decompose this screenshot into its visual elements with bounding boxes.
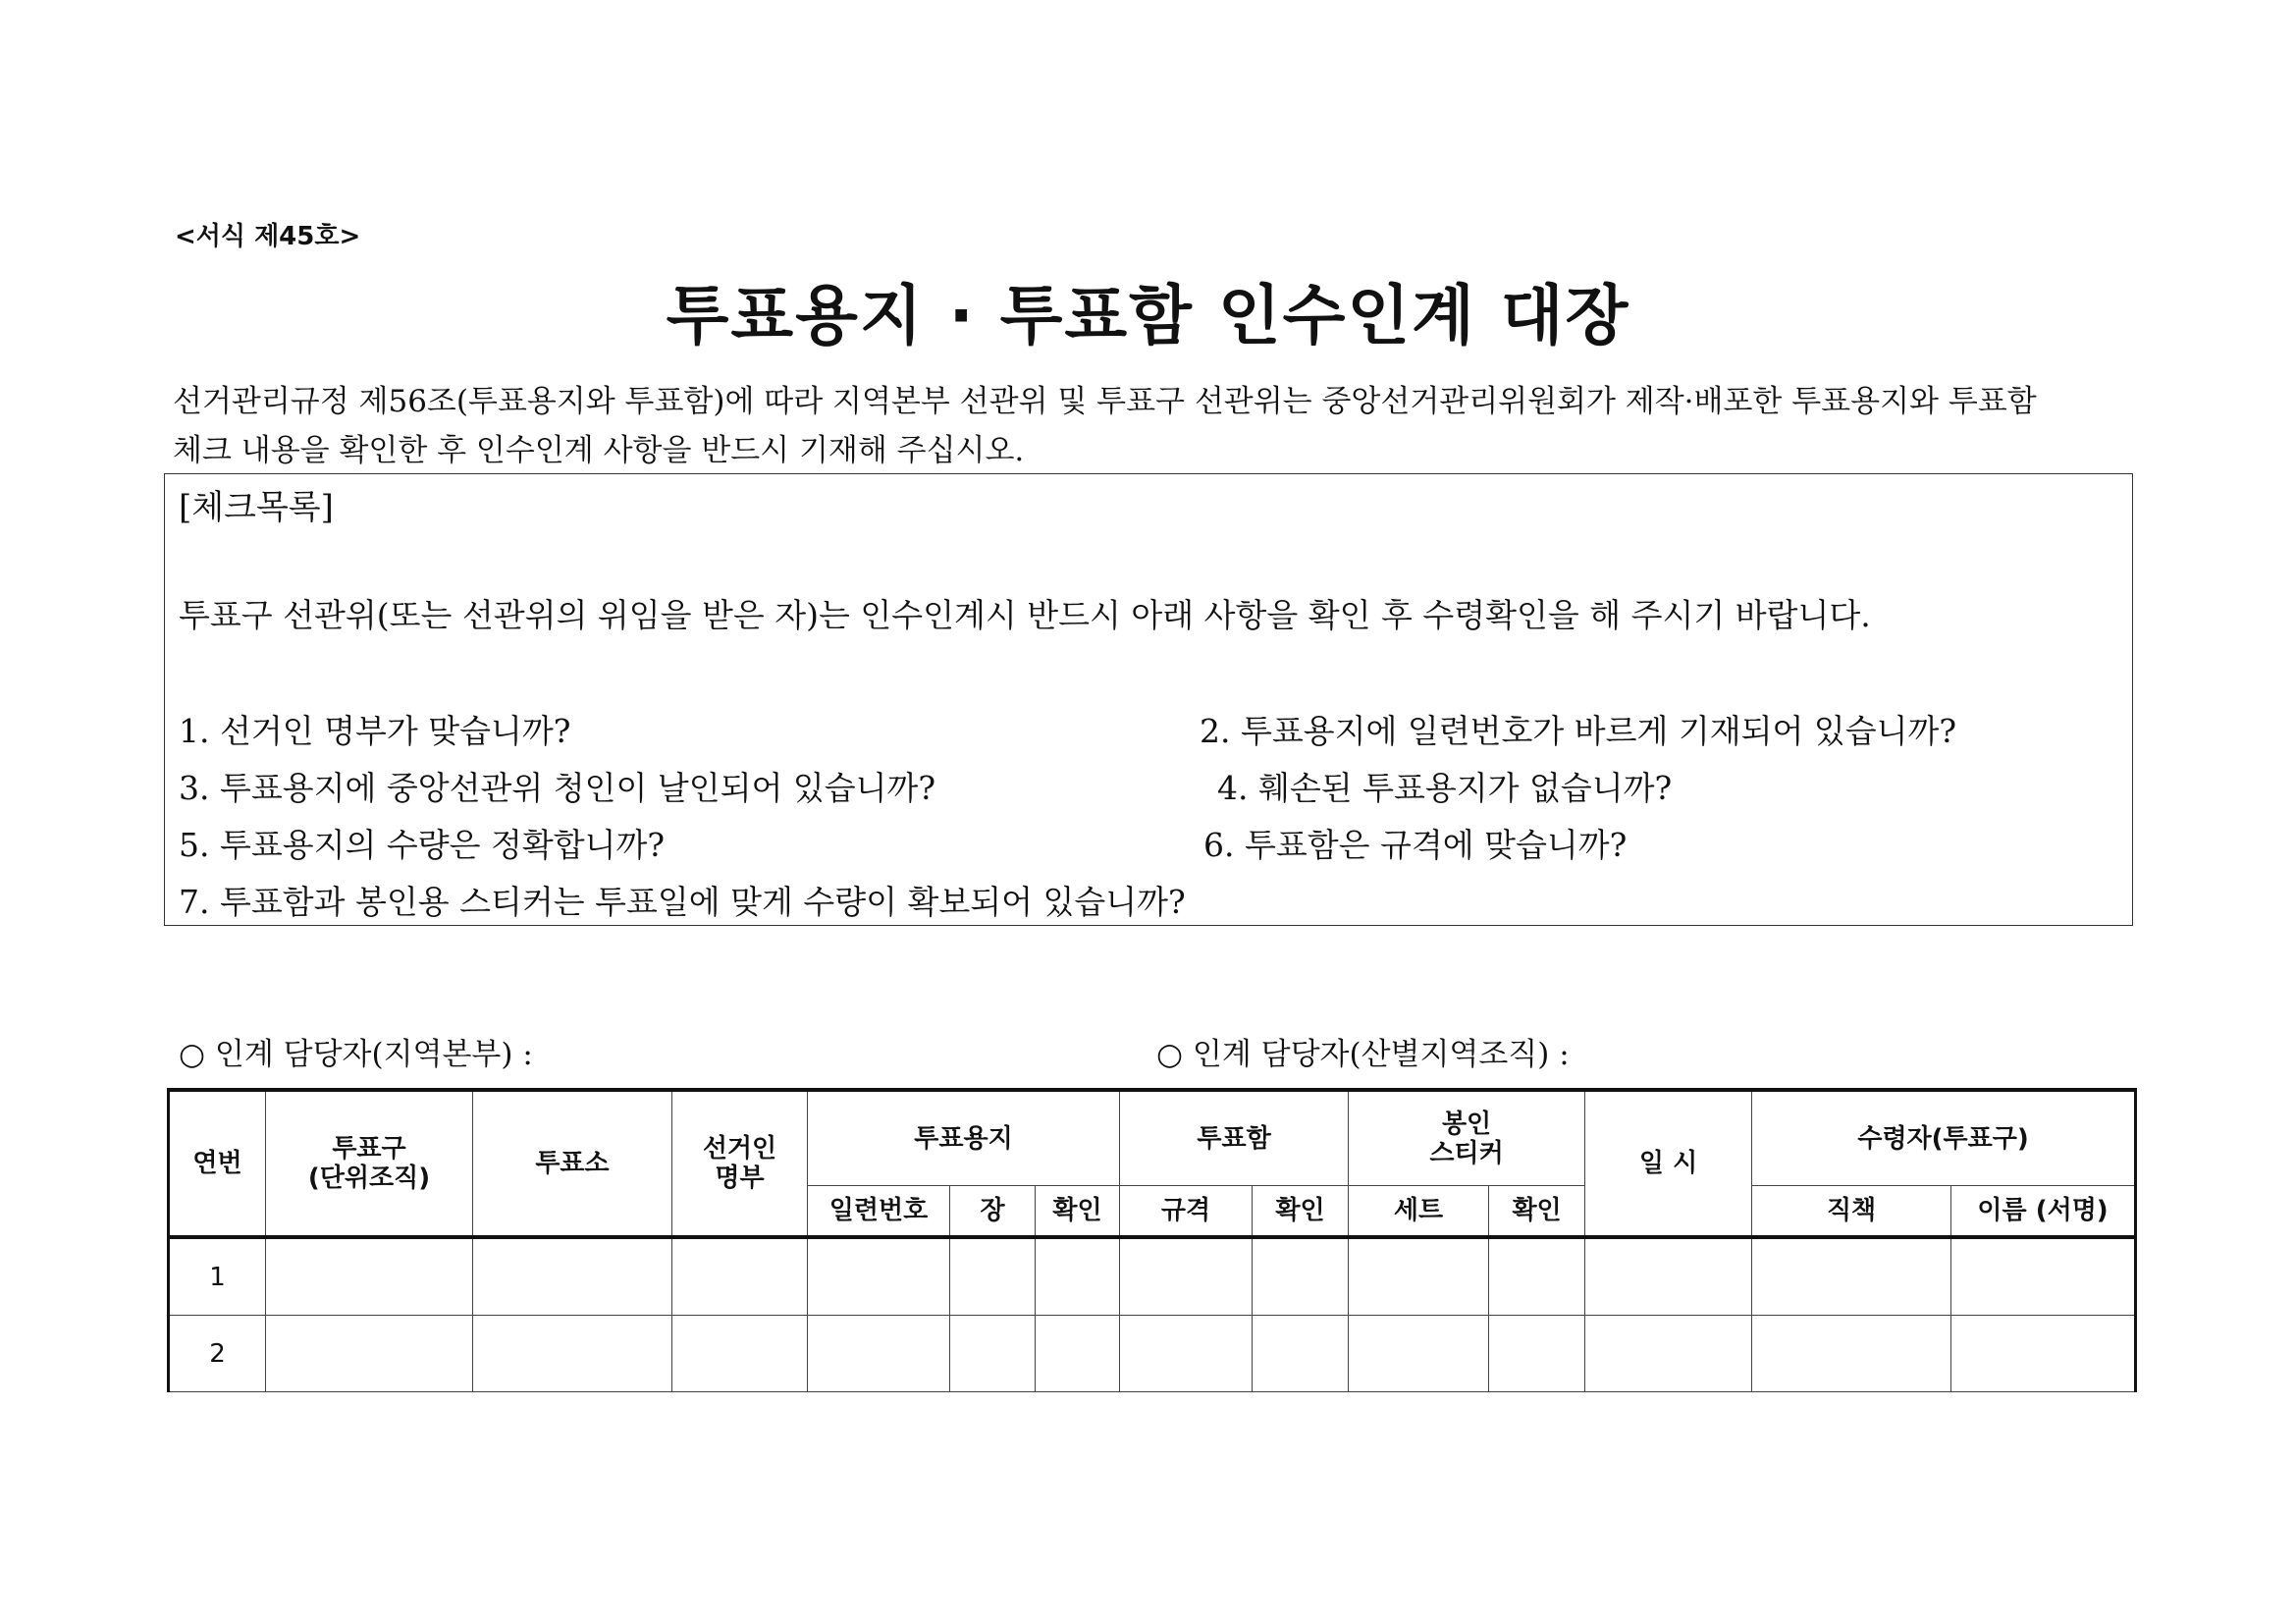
sub-sticker-confirm: 확인: [1489, 1186, 1585, 1238]
cell-box-confirm[interactable]: [1253, 1316, 1349, 1392]
table-row: [169, 1237, 2136, 1316]
cell-voter-roll[interactable]: [672, 1316, 808, 1392]
checklist-item-2: 2. 투표용지에 일련번호가 바르게 기재되어 있습니까?: [1200, 712, 1957, 750]
checklist-description: 투표구 선관위(또는 선관위의 위임을 받은 자)는 인수인계시 반드시 아래 사항을 확인 후 수령확인을 해 주시기 바랍니다.: [179, 596, 1871, 634]
cell-station[interactable]: [473, 1316, 672, 1392]
cell-sticker-set[interactable]: [1349, 1316, 1489, 1392]
cell-district[interactable]: [266, 1316, 473, 1392]
checklist-item-4: 4. 훼손된 투표용지가 없습니까?: [1217, 769, 1673, 807]
form-number: <서식 제45호>: [175, 222, 361, 251]
group-seal-sticker: [1349, 1090, 1585, 1186]
cell-datetime[interactable]: [1585, 1237, 1752, 1316]
group-ballot-paper: 투표용지: [808, 1090, 1120, 1186]
row-number: 2: [169, 1316, 266, 1392]
col-district-line-2: (단위조직): [307, 1164, 431, 1193]
cell-datetime[interactable]: [1585, 1316, 1752, 1392]
sub-box-spec: 규격: [1120, 1186, 1253, 1238]
cell-ballot-confirm[interactable]: [1036, 1237, 1120, 1316]
checklist-heading: [체크목록]: [179, 488, 334, 527]
col-voter-roll-line-2: 명부: [715, 1164, 765, 1193]
sub-box-confirm: 확인: [1253, 1186, 1349, 1238]
group-receiver: 수령자(투표구): [1752, 1090, 2136, 1186]
page-title: 투표용지 · 투표함 인수인계 대장: [666, 278, 1630, 353]
col-district-line-1: 투표구: [332, 1134, 406, 1164]
group-ballot-box: 투표함: [1120, 1090, 1349, 1186]
col-voter-roll: [672, 1090, 808, 1237]
cell-receiver-name[interactable]: [1951, 1237, 2136, 1316]
cell-voter-roll[interactable]: [672, 1237, 808, 1316]
sub-sticker-set: 세트: [1349, 1186, 1489, 1238]
table-row: [169, 1316, 2136, 1392]
col-district: [266, 1090, 473, 1237]
cell-sticker-set[interactable]: [1349, 1237, 1489, 1316]
col-voter-roll-line-1: 선거인: [702, 1134, 777, 1164]
cell-district[interactable]: [266, 1237, 473, 1316]
cell-serial-number[interactable]: [808, 1316, 950, 1392]
group-seal-sticker-line-2: 스티커: [1429, 1138, 1504, 1168]
cell-station[interactable]: [473, 1237, 672, 1316]
checklist-item-3: 3. 투표용지에 중앙선관위 청인이 날인되어 있습니까?: [179, 769, 936, 807]
sub-ballot-confirm: 확인: [1036, 1186, 1120, 1238]
handover-officer-region: ○ 인계 담당자(지역본부) :: [179, 1037, 533, 1072]
group-seal-sticker-line-1: 봉인: [1441, 1109, 1492, 1139]
sub-serial-number: 일련번호: [808, 1186, 950, 1238]
cell-sheets[interactable]: [950, 1237, 1036, 1316]
cell-sticker-confirm[interactable]: [1489, 1237, 1585, 1316]
sub-receiver-name: 이름 (서명): [1951, 1186, 2136, 1238]
cell-box-spec[interactable]: [1120, 1316, 1253, 1392]
col-station: 투표소: [473, 1090, 672, 1237]
checklist-item-5: 5. 투표용지의 수량은 정확합니까?: [179, 826, 666, 864]
checklist-item-6: 6. 투표함은 규격에 맞습니까?: [1203, 826, 1628, 864]
cell-sheets[interactable]: [950, 1316, 1036, 1392]
handover-ledger-table: [167, 1088, 2137, 1392]
cell-ballot-confirm[interactable]: [1036, 1316, 1120, 1392]
intro-text: [173, 377, 2146, 475]
row-number: 1: [169, 1237, 266, 1316]
handover-officer-industry: ○ 인계 담당자(산별지역조직) :: [1156, 1037, 1570, 1072]
sub-sheets: 장: [950, 1186, 1036, 1238]
cell-box-spec[interactable]: [1120, 1237, 1253, 1316]
intro-line-2: 체크 내용을 확인한 후 인수인계 사항을 반드시 기재해 주십시오.: [173, 433, 1025, 468]
col-datetime: 일 시: [1585, 1090, 1752, 1237]
cell-serial-number[interactable]: [808, 1237, 950, 1316]
cell-receiver-name[interactable]: [1951, 1316, 2136, 1392]
col-number: 연번: [169, 1090, 266, 1237]
checklist-item-1: 1. 선거인 명부가 맞습니까?: [179, 712, 571, 750]
sub-receiver-position: 직책: [1752, 1186, 1951, 1238]
intro-line-1: 선거관리규정 제56조(투표용지와 투표함)에 따라 지역본부 선관위 및 투표구 선관위는 중앙선거관리위원회가 제작·배포한 투표용지와 투표함: [173, 384, 2037, 419]
cell-receiver-position[interactable]: [1752, 1237, 1951, 1316]
checklist-box: [164, 473, 2133, 926]
cell-sticker-confirm[interactable]: [1489, 1316, 1585, 1392]
cell-box-confirm[interactable]: [1253, 1237, 1349, 1316]
cell-receiver-position[interactable]: [1752, 1316, 1951, 1392]
checklist-item-7: 7. 투표함과 봉인용 스티커는 투표일에 맞게 수량이 확보되어 있습니까?: [179, 883, 1186, 921]
